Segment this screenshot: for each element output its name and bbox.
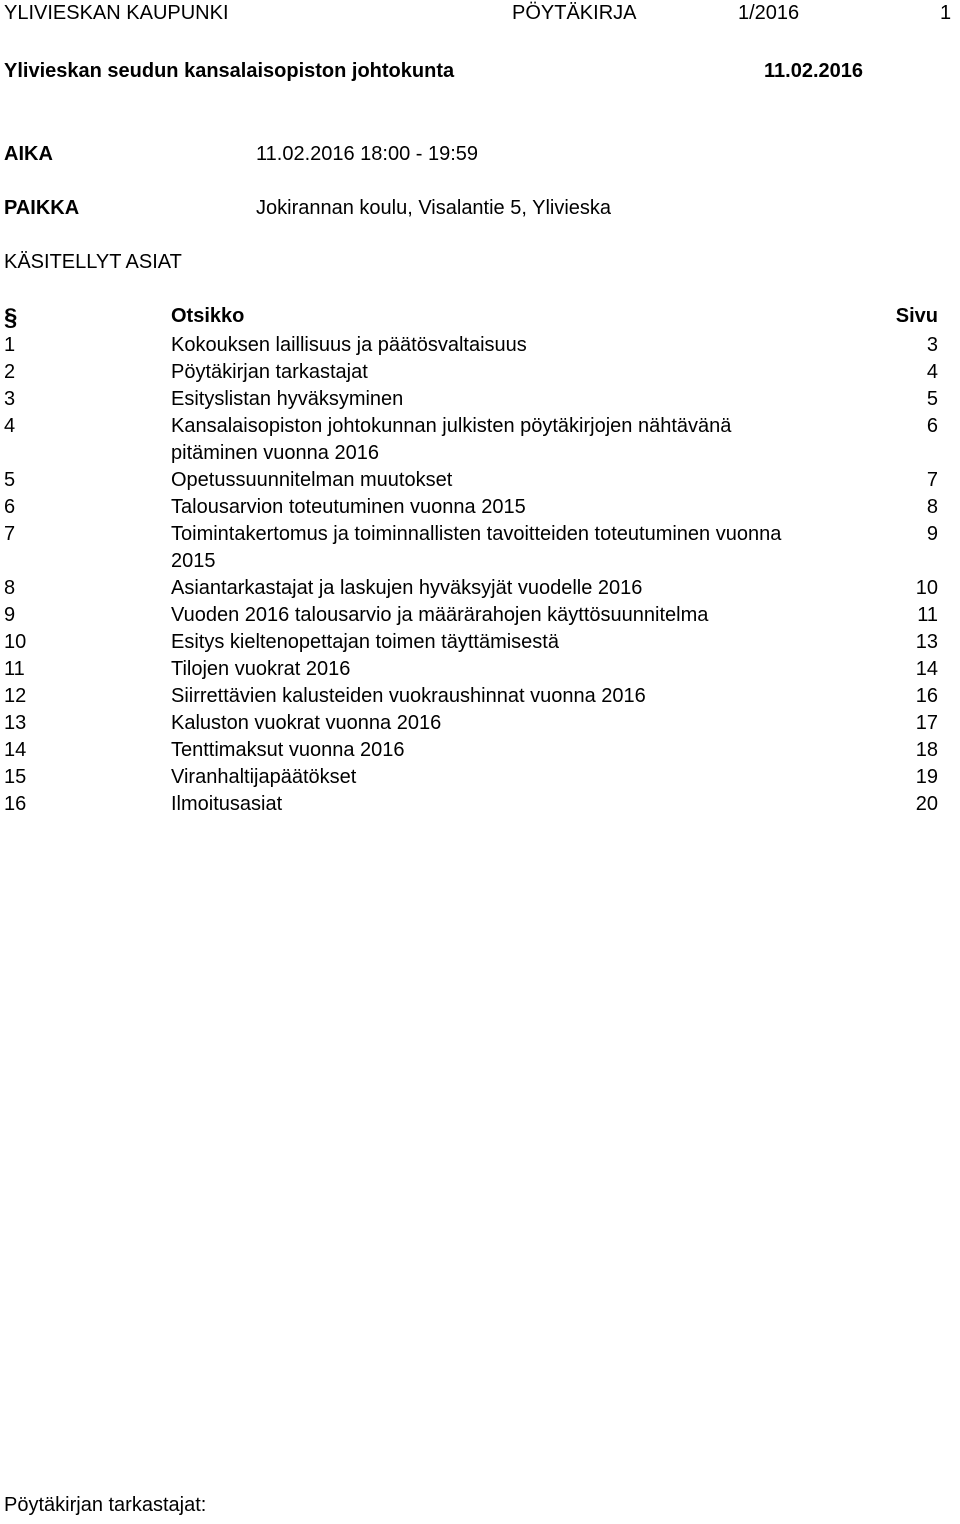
agenda-item-number: 15 <box>4 766 27 788</box>
agenda-item-title: Kansalaisopiston johtokunnan julkisten pöytäkirjojen nähtävänä pitäminen vuonna 2016 <box>171 415 732 464</box>
agenda-item-page: 5 <box>926 388 938 410</box>
agenda-item-page: 8 <box>926 496 938 518</box>
document-number: 1/2016 <box>738 2 800 24</box>
agenda-item-number: 5 <box>4 469 16 491</box>
column-title-header: Otsikko <box>171 305 245 327</box>
agenda-row <box>4 413 938 467</box>
agenda-row <box>4 359 938 386</box>
agenda-row <box>4 629 938 656</box>
agenda-item-number: 14 <box>4 739 27 761</box>
page-number: 1 <box>940 2 952 24</box>
agenda-item-title: Tenttimaksut vuonna 2016 <box>171 739 405 761</box>
agenda-item-number: 1 <box>4 334 16 356</box>
agenda-item-title: Pöytäkirjan tarkastajat <box>171 361 368 383</box>
agenda-item-number: 8 <box>4 577 16 599</box>
body-name: Ylivieskan seudun kansalaisopiston johtokunta <box>4 60 455 82</box>
agenda-item-title: Toimintakertomus ja toiminnallisten tavoitteiden toteutuminen vuonna 2015 <box>171 523 782 572</box>
agenda-item-page: 16 <box>915 685 938 707</box>
agenda-row <box>4 791 938 818</box>
agenda-item-number: 11 <box>4 658 25 680</box>
agenda-table-header <box>4 305 938 332</box>
agenda-row <box>4 521 938 575</box>
agenda-item-number: 16 <box>4 793 27 815</box>
agenda-row <box>4 602 938 629</box>
agenda-item-page: 3 <box>926 334 938 356</box>
agenda-row <box>4 764 938 791</box>
agenda-item-number: 2 <box>4 361 16 383</box>
agenda-item-title: Siirrettävien kalusteiden vuokraushinnat vuonna 2016 <box>171 685 646 707</box>
place-label: PAIKKA <box>4 197 80 219</box>
time-label: AIKA <box>4 143 53 165</box>
agenda-row <box>4 683 938 710</box>
document-type: PÖYTÄKIRJA <box>512 2 637 24</box>
agenda-item-page: 14 <box>915 658 938 680</box>
agenda-item-title: Talousarvion toteutuminen vuonna 2015 <box>171 496 526 518</box>
agenda-item-number: 4 <box>4 415 16 437</box>
agenda-item-page: 4 <box>926 361 938 383</box>
agenda-item-page: 20 <box>915 793 938 815</box>
agenda-row <box>4 467 938 494</box>
agenda-item-page: 13 <box>915 631 938 653</box>
place-value: Jokirannan koulu, Visalantie 5, Ylivieska <box>256 197 612 219</box>
agenda-row <box>4 575 938 602</box>
time-value: 11.02.2016 18:00 - 19:59 <box>256 143 479 165</box>
agenda-item-page: 11 <box>917 604 938 626</box>
column-page-header: Sivu <box>895 305 938 327</box>
agenda-item-number: 6 <box>4 496 16 518</box>
agenda-item-number: 13 <box>4 712 27 734</box>
agenda-item-page: 7 <box>926 469 938 491</box>
agenda-item-title: Kokouksen laillisuus ja päätösvaltaisuus <box>171 334 527 356</box>
agenda-item-title: Tilojen vuokrat 2016 <box>171 658 351 680</box>
agenda-item-page: 18 <box>915 739 938 761</box>
agenda-item-title: Opetussuunnitelman muutokset <box>171 469 453 491</box>
meeting-date: 11.02.2016 <box>764 60 863 82</box>
agenda-item-title: Vuoden 2016 talousarvio ja määrärahojen käyttösuunnitelma <box>171 604 709 626</box>
agenda-item-title: Viranhaltijapäätökset <box>171 766 357 788</box>
agenda-item-page: 19 <box>915 766 938 788</box>
agenda-item-number: 7 <box>4 523 16 545</box>
minutes-checkers-label: Pöytäkirjan tarkastajat: <box>4 1494 207 1516</box>
agenda-row <box>4 494 938 521</box>
agenda-row <box>4 710 938 737</box>
agenda-item-title: Kaluston vuokrat vuonna 2016 <box>171 712 442 734</box>
agenda-row <box>4 332 938 359</box>
agenda-row <box>4 656 938 683</box>
agenda-rows <box>4 332 938 818</box>
agenda-item-number: 9 <box>4 604 16 626</box>
agenda-item-number: 10 <box>4 631 27 653</box>
agenda-heading: KÄSITELLYT ASIAT <box>4 251 182 273</box>
agenda-item-title: Esitys kieltenopettajan toimen täyttämisestä <box>171 631 559 653</box>
agenda-row <box>4 386 938 413</box>
agenda-row <box>4 737 938 764</box>
agenda-item-page: 6 <box>926 415 938 437</box>
agenda-item-number: 12 <box>4 685 27 707</box>
agenda-item-title: Ilmoitusasiat <box>171 793 283 815</box>
agenda-item-title: Asiantarkastajat ja laskujen hyväksyjät vuodelle 2016 <box>171 577 643 599</box>
agenda-item-page: 9 <box>926 523 938 545</box>
agenda-item-page: 10 <box>915 577 938 599</box>
agenda-item-page: 17 <box>915 712 938 734</box>
agenda-item-number: 3 <box>4 388 16 410</box>
agenda-item-title: Esityslistan hyväksyminen <box>171 388 404 410</box>
agenda-table <box>4 305 938 818</box>
section-sign-icon: § <box>4 304 18 331</box>
organization-name: YLIVIESKAN KAUPUNKI <box>4 2 229 24</box>
